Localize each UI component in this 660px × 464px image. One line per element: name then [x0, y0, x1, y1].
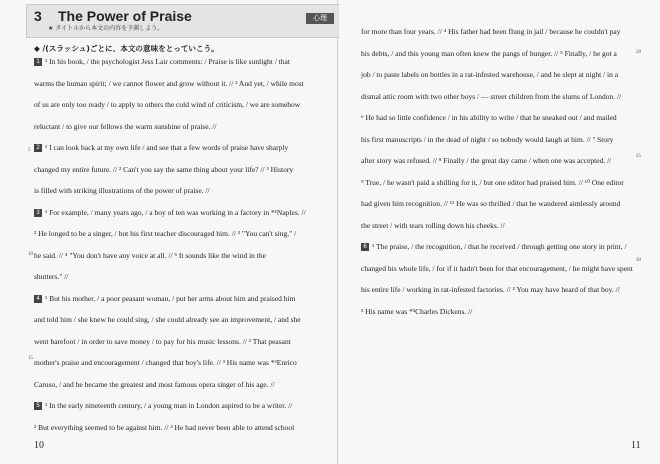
- line-text: ³ His name was *³Charles Dickens. //: [361, 306, 473, 316]
- text-line: [34, 251, 328, 260]
- line-text: the street / with tears rolling down his cheeks. //: [361, 220, 505, 230]
- text-line: [361, 135, 631, 144]
- text-line: [34, 165, 328, 174]
- text-line: [34, 100, 328, 109]
- lesson-number: 3: [34, 8, 42, 24]
- text-line: [34, 79, 328, 88]
- topic-tag: 心理: [306, 13, 334, 24]
- reading-instruction: ◆ /(スラッシュ)ごとに、本文の意味をとっていこう。: [34, 44, 219, 53]
- line-text: is filled with striking illustrations of the power of praise. //: [34, 186, 210, 195]
- line-text: after story was refused. // ⁸ Finally / the great day came / when one was accepted. //: [361, 156, 612, 165]
- line-number: 20: [636, 50, 641, 55]
- line-text: ¹ But his mother, / a poor peasant woman, / put her arms about him and praised him: [45, 293, 296, 303]
- line-text: ⁹ True, / he wasn't paid a shilling for it, / but one editor had praised him. // ¹⁰ One editor: [361, 177, 624, 187]
- line-text: dismal attic room with two other boys / — street children from the slums of London. //: [361, 91, 622, 101]
- line-text: he said. // ⁴ "You don't have any voice at all. // ⁵ It sounds like the wind in the: [34, 250, 266, 260]
- line-text: changed his whole life, / for if it hadn't been for that encouragement, / he might have spent: [361, 263, 633, 273]
- line-number: 10: [28, 252, 33, 257]
- star-icon: ★: [48, 25, 56, 32]
- line-number: 25: [636, 154, 641, 159]
- line-text: mother's praise and encouragement / changed that boy's life. // ³ His name was *²Enrico: [34, 358, 297, 367]
- line-text: ¹ I can look back at my own life / and see that a few words of praise have sharply: [45, 143, 289, 152]
- text-line: [361, 113, 631, 122]
- text-line: [361, 199, 631, 208]
- line-text: warms the human spirit; / we cannot flower and grow without it. // ² And yet, / while most: [34, 78, 304, 88]
- paragraph-number-badge: 3: [34, 209, 42, 217]
- text-line: [34, 272, 328, 281]
- lesson-title: The Power of Praise: [58, 8, 192, 24]
- title-subnote: ★ タイトルから本文の内容を予測しよう。: [48, 25, 164, 32]
- page-number: 11: [631, 440, 641, 451]
- text-line: [361, 70, 631, 79]
- text-line: [34, 229, 328, 238]
- line-text: of us are only too ready / to apply to others the cold wind of criticism, / we are somehow: [34, 100, 301, 109]
- line-text: shutters." //: [34, 272, 69, 281]
- text-line: [34, 337, 328, 346]
- text-line: [361, 285, 631, 294]
- line-number: 30: [636, 258, 641, 263]
- line-text: reluctant / to give our fellows the warm sunshine of praise. //: [34, 121, 217, 131]
- line-text: his debts, / and this young man often knew the pangs of hunger. // ⁵ Finally, / he got a: [361, 48, 617, 58]
- text-line: [361, 307, 631, 316]
- right-page: [339, 0, 660, 464]
- line-text: went barefoot / in order to save money / to pay for his music lessons. // ² That peasant: [34, 336, 291, 346]
- line-text: ¹ For example, / many years ago, / a boy of ten was working in a factory in *¹Naples. //: [45, 207, 306, 217]
- paragraph-number-badge: 5: [34, 402, 42, 410]
- paragraph-number-badge: 6: [361, 243, 369, 251]
- text-line: [34, 315, 328, 324]
- line-text: ¹ In his book, / the psychologist Jess Lair comments: / Praise is like sunlight / that: [45, 57, 290, 66]
- text-line: [361, 27, 631, 36]
- line-number: 5: [28, 148, 31, 153]
- text-line: [34, 186, 328, 195]
- line-text: had given him recognition. // ¹¹ He was so thrilled / that he wandered aimlessly around: [361, 199, 621, 208]
- line-number: 15: [28, 356, 33, 361]
- line-text: ² But everything seemed to be against him. // ³ He had never been able to attend school: [34, 422, 295, 432]
- paragraph-number-badge: 4: [34, 295, 42, 303]
- line-text: for more than four years. // ⁴ His father had been flung in jail / because he couldn't pay: [361, 27, 621, 36]
- text-line: [361, 221, 631, 230]
- paragraph-number-badge: 2: [34, 144, 42, 152]
- line-text: ¹ The praise, / the recognition, / that he received / through getting one story in print, /: [372, 242, 627, 251]
- text-line: [34, 423, 328, 432]
- line-text: ² He longed to be a singer, / but his first teacher discouraged him. // ³ "You can't sing," /: [34, 229, 297, 238]
- text-line: [34, 143, 328, 152]
- line-text: and told him / she knew he could sing, / she could already see an improvement, / and she: [34, 315, 301, 324]
- text-line: [361, 92, 631, 101]
- line-text: Caruso, / and he became the greatest and most famous opera singer of his age. //: [34, 379, 275, 389]
- text-line: [361, 49, 631, 58]
- text-line: [34, 358, 328, 367]
- text-line: [361, 242, 631, 251]
- text-line: [34, 401, 328, 410]
- text-line: [34, 380, 328, 389]
- text-line: [34, 208, 328, 217]
- line-text: changed my entire future. // ² Can't you say the same thing about your life? // ³ History: [34, 164, 294, 174]
- text-line: [34, 57, 328, 66]
- text-line: [34, 294, 328, 303]
- line-text: his first manuscripts / in the dead of night / so nobody would laugh at him. // ⁷ Story: [361, 134, 614, 144]
- text-line: [361, 264, 631, 273]
- paragraph-number-badge: 1: [34, 58, 42, 66]
- line-text: ¹ In the early nineteenth century, / a young man in London aspired to be a writer. //: [45, 401, 293, 410]
- text-line: [361, 178, 631, 187]
- text-line: [361, 156, 631, 165]
- line-text: job / to paste labels on bottles in a rat-infested warehouse, / and he slept at night / in a: [361, 70, 619, 79]
- line-text: his entire life / working in rat-infested factories. // ² You may have heard of that boy. //: [361, 285, 620, 294]
- line-text: ⁶ He had so little confidence / in his ability to write / that he sneaked out / and mailed: [361, 113, 617, 122]
- page-number: 10: [34, 440, 44, 451]
- text-line: [34, 122, 328, 131]
